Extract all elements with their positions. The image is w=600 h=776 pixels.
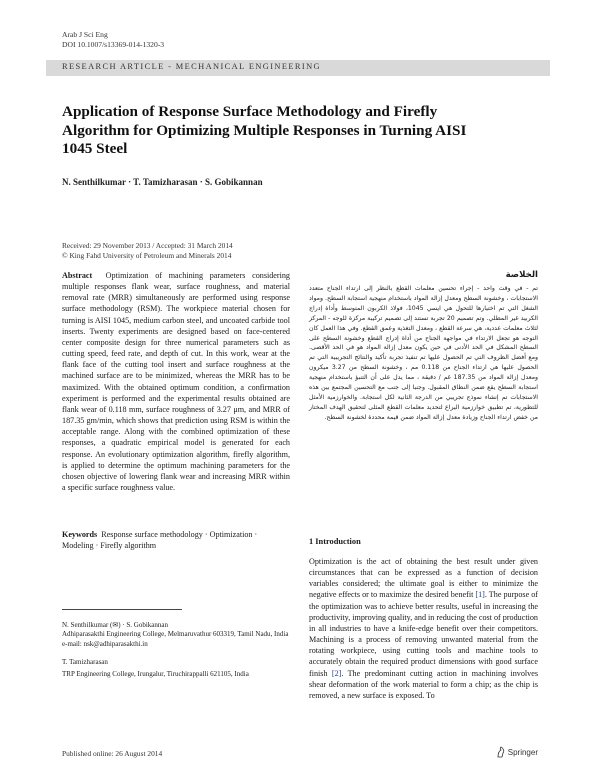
abstract-text: Optimization of machining parameters considering multiple responses flank wear, surface roughness, and material removal rate (MRR) simultaneously are performed using response surface methodology (RSM). The workpiece material chosen for turning is AISI 1045, medium carbon steel, and uncoated carbide tool inserts. Twenty experiments are designed based on face-centered center composite design for three numerical parameters such as cutting speed, feed rate, and depth of cut. In this work, wear at the flank face of the cutting tool insert and surface roughness at the machined surface are to be minimized, whereas the MRR has to be maximized. With the obtained optimum condition, a confirmation experiment is performed and the experimental results obtained are flank wear of 0.118 mm, surface roughness of 3.27 μm, and MRR of 187.35 gm/min, which shows that prediction using RSM is within the acceptable range. Along with the combined optimization of these responses, a quadratic empirical model is generated for each response. An evolutionary optimization algorithm, firefly algorithm, is applied to determine the optimum machining parameters for the chosen objective of lowering flank wear and increasing MRR within a specific surface roughness value.	[62, 271, 290, 492]
publisher-logo	[496, 746, 538, 758]
article-type-label: RESEARCH ARTICLE - MECHANICAL ENGINEERING	[62, 62, 321, 71]
article-type-banner	[46, 60, 550, 76]
affil-author-2: T. Tamizharasan	[62, 658, 108, 667]
abstract-section	[62, 270, 290, 493]
keywords-section	[62, 529, 290, 551]
keywords-text: Response surface methodology · Optimization · Modeling · Firefly algorithm	[62, 530, 258, 551]
keywords-label: Keywords	[62, 530, 98, 539]
affil-institution-2: TRP Engineering College, Irungalur, Tiruchirappalli 621105, India	[62, 669, 249, 678]
affiliations-block	[62, 621, 290, 679]
citation-link-2[interactable]: [2]	[331, 668, 342, 678]
author-list: N. Senthilkumar · T. Tamizharasan · S. Gobikannan	[62, 177, 263, 187]
doi[interactable]: DOI 10.1007/s13369-014-1320-3	[62, 40, 165, 49]
dates-block	[62, 241, 233, 260]
published-date: Published online: 26 August 2014	[62, 749, 163, 758]
affil-authors: N. Senthilkumar (✉) · S. Gobikannan	[62, 621, 168, 629]
affil-institution-1: Adhiparasakthi Engineering College, Melmaruvathur 603319, Tamil Nadu, India	[62, 630, 289, 639]
intro-text-3: . The predominant cutting action in machining involves shear deformation of the work material to form a chip; as the chip is removed, a new surface is exposed. To	[309, 668, 538, 700]
copyright: © King Fahd University of Petroleum and Minerals 2014	[62, 250, 232, 260]
arabic-abstract-text: تم - في وقت واحد - إجراء تحسين معلمات القطع بالنظر إلى ارتداء الجناح متعدد الاستجابات ، وخشونة السطح ومعدل إزالة المواد باستخدام منهجية استجابة السطح. ومواد الشغل التي تم اختيارها للتحول هي ايسي 1045، فولاذ الكربون المتوسط وأداة إدراج الكربيد غير المطلي. وتم تصميم 20 تجربة تستند إلى تصميم تركيبة مركزة للوجه - المركز لثلاث معلمات عددية، هي سرعة القطع ، ومعدل التغذية وعمق القطع. وفي هذا العمل كان التوجه هو تجعل الارتداء في مواجهة الجناح من أداة إدراج القطع وخشونة السطح على السطح المشكل في الحد الأدنى في حين يكون معدل إزالة المواد هو في الحد الأقصى. ومع أفضل الظروف التي تم الحصول عليها تم تنفيذ تجربة تأكيد والنتائج التجريبية التي تم الحصول عليها هي ارتداء الجناح من 0.118 مم ، وخشونة السطح من 3.27 ميكرون ومعدل إزالة المواد من 187.35 غم / دقيقة ، مما يدل على أن التنبؤ باستخدام منهجية استجابة السطح يقع ضمن النطاق المقبول. وجنبا إلى جنب مع التحسين المجتمع بين هذه الاستجابات تم إنشاء نموذج تجريبي من الدرجة الثانية لكل استجابة. والخوارزمية الأمثل للتطورية، تم تطبيق خوارزمية اليراع لتحديد معلمات القطع المثلى لتحقيق الهدف المختار من خفض ارتداء الجناح وزيادة معدل إزالة المواد ضمن قيمة محددة لخشونة السطح.	[309, 285, 539, 421]
springer-horse-icon	[496, 746, 505, 758]
footnote-divider	[62, 609, 182, 610]
affil-email[interactable]: e-mail: nsk@adhiparasakthi.in	[62, 639, 148, 648]
journal-header	[62, 30, 164, 50]
introduction-body	[309, 556, 538, 701]
intro-text-1: Optimization is the act of obtaining the best result under given circumstances that can be expressed as a function of decision variables considered; the ultimate goal is either to minimize the negative effects or to maximize the desired benefit	[309, 557, 538, 600]
publisher-name: Springer	[507, 747, 538, 757]
introduction-heading: 1 Introduction	[309, 537, 361, 546]
received-accepted: Received: 29 November 2013 / Accepted: 31 March 2014	[62, 241, 233, 250]
intro-text-2: . The purpose of the optimization was to achieve better results, useful in increasing the productivity, improving quality, and in reducing the cost of production in all industries to have a knife-edge benefit over their competitors. Machining is a process of removing unwanted material from the rotating workpiece, using cutting tools and machine tools to accurately obtain the required product dimensions with good surface finish	[309, 590, 538, 678]
abstract-label: Abstract	[62, 271, 93, 280]
journal-name: Arab J Sci Eng	[62, 30, 108, 39]
citation-link-1[interactable]: [1]	[475, 590, 485, 600]
paper-title: Application of Response Surface Methodology and Firefly Algorithm for Optimizing Multiple Responses in Turning AISI 1045 Steel	[62, 103, 467, 157]
arabic-abstract-heading: الخلاصة	[505, 270, 538, 280]
